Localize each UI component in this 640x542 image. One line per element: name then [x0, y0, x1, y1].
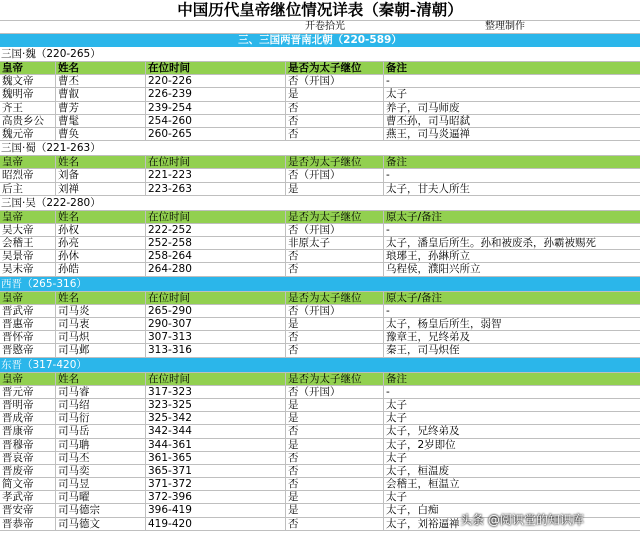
table-row	[0, 237, 640, 250]
table-cell: 否	[285, 115, 383, 127]
table-cell: 吴末帝	[2, 263, 34, 276]
table-cell: 魏元帝	[2, 127, 34, 140]
header-cell: 是否为太子继位	[285, 373, 383, 385]
table-cell: -	[383, 386, 640, 398]
table-cell: 齐王	[2, 101, 23, 114]
table-cell: 太子	[383, 399, 640, 411]
table-cell: 会稽王，桓温立	[383, 478, 640, 490]
table-row	[0, 183, 640, 196]
table-row	[0, 128, 640, 141]
table-row	[0, 465, 640, 478]
table-cell: 否	[285, 263, 383, 275]
table-cell: 太子，桓温废	[383, 465, 640, 477]
table-row	[0, 344, 640, 357]
table-cell: 太子，杨皇后所生，弱智	[383, 318, 640, 330]
header-cell: 皇帝	[2, 62, 23, 74]
table-cell: -	[383, 169, 640, 181]
header-cell: 备注	[383, 373, 640, 385]
table-cell: 265-290	[145, 305, 285, 317]
table-cell: 晋恭帝	[2, 517, 34, 530]
table-cell: 晋武帝	[2, 304, 34, 317]
table-row	[0, 399, 640, 412]
table-cell: 344-361	[145, 439, 285, 451]
table-cell: 会稽王	[2, 237, 34, 250]
table-cell: 晋穆帝	[2, 438, 34, 451]
table-cell: 司马邺	[55, 344, 145, 356]
table-cell: 否	[285, 518, 383, 530]
table-cell: 否	[285, 344, 383, 356]
table-row	[0, 439, 640, 452]
table-cell: 晋废帝	[2, 464, 34, 477]
table-cell: 371-372	[145, 478, 285, 490]
table-row	[0, 224, 640, 237]
table-cell: 否（开国）	[285, 75, 383, 87]
table-row	[0, 250, 640, 263]
table-cell: 365-371	[145, 465, 285, 477]
table-cell: 燕王，司马炎逼禅	[383, 128, 640, 140]
header-cell: 皇帝	[2, 156, 23, 169]
table-cell: 司马昱	[55, 478, 145, 490]
table-cell: 323-325	[145, 399, 285, 411]
subheader-row	[0, 21, 640, 34]
header-row	[0, 292, 640, 305]
table-row	[0, 263, 640, 276]
table-cell: 魏明帝	[2, 88, 34, 101]
table-cell: 吴大帝	[2, 223, 34, 236]
table-cell: 264-280	[145, 263, 285, 275]
table-cell: 否（开国）	[285, 169, 383, 181]
period-title: 西晋（265-316）	[0, 277, 640, 292]
header-cell: 是否为太子继位	[285, 62, 383, 74]
table-row	[0, 331, 640, 344]
table-cell: 司马炎	[55, 305, 145, 317]
table-cell: 吴景帝	[2, 250, 34, 263]
table-cell: 简文帝	[2, 478, 34, 491]
header-cell: 备注	[383, 156, 640, 168]
header-cell: 在位时间	[145, 373, 285, 385]
header-cell: 原太子/备注	[383, 211, 640, 223]
table-cell: 太子，甘夫人所生	[383, 183, 640, 195]
table-cell: 是	[285, 399, 383, 411]
table-cell: 晋哀帝	[2, 451, 34, 464]
header-row	[0, 211, 640, 224]
table-cell: 290-307	[145, 318, 285, 330]
table-row	[0, 102, 640, 115]
subheader-right: 整理制作	[485, 21, 525, 32]
table-cell: 396-419	[145, 504, 285, 516]
header-cell: 在位时间	[145, 211, 285, 223]
table-cell: 太子	[383, 452, 640, 464]
table-cell: 否	[285, 478, 383, 490]
page-title: 中国历代皇帝继位情况详表（秦朝-清朝）	[0, 0, 640, 21]
header-cell: 姓名	[55, 156, 145, 168]
table-cell: 否	[285, 452, 383, 464]
table-row	[0, 412, 640, 425]
table-cell: 太子	[383, 491, 640, 503]
table-cell: 太子，白痴	[383, 504, 640, 516]
table-cell: 后主	[2, 182, 23, 195]
table-cell: 太子，2岁即位	[383, 439, 640, 451]
period-title: 三国·魏（220-265）	[0, 47, 640, 62]
table-cell: 否（开国）	[285, 386, 383, 398]
table-cell: 司马绍	[55, 399, 145, 411]
table-cell: 曹芳	[55, 102, 145, 114]
table-row	[0, 115, 640, 128]
table-cell: 226-239	[145, 88, 285, 100]
table-cell: 317-323	[145, 386, 285, 398]
table-cell: 325-342	[145, 412, 285, 424]
header-cell: 在位时间	[145, 292, 285, 304]
table-cell: 太子	[383, 88, 640, 100]
header-row	[0, 62, 640, 75]
watermark: 头条 @阅识堂的知识库	[460, 513, 584, 527]
table-cell: 372-396	[145, 491, 285, 503]
table-row	[0, 386, 640, 399]
table-cell: 司马丕	[55, 452, 145, 464]
table-cell: 司马炽	[55, 331, 145, 343]
table-cell: 254-260	[145, 115, 285, 127]
header-row	[0, 373, 640, 386]
table-cell: 豫章王，兄终弟及	[383, 331, 640, 343]
table-cell: 孙休	[55, 250, 145, 262]
table-cell: 否	[285, 250, 383, 262]
table-cell: 否	[285, 102, 383, 114]
table-cell: 司马奕	[55, 465, 145, 477]
table-cell: 孝武帝	[2, 491, 34, 504]
table-cell: 乌程侯，濮阳兴所立	[383, 263, 640, 275]
header-cell: 姓名	[55, 62, 145, 74]
table-cell: 晋愍帝	[2, 344, 34, 357]
table-cell: 孙权	[55, 224, 145, 236]
table-cell: 307-313	[145, 331, 285, 343]
table-cell: 419-420	[145, 518, 285, 530]
period-title: 东晋（317-420）	[0, 358, 640, 373]
table-cell: 是	[285, 183, 383, 195]
table-cell: 孙亮	[55, 237, 145, 249]
table-cell: 晋成帝	[2, 412, 34, 425]
table-cell: -	[383, 224, 640, 236]
table-cell: 222-252	[145, 224, 285, 236]
table-cell: 魏文帝	[2, 75, 34, 88]
table-cell: 是	[285, 318, 383, 330]
table-cell: 晋明帝	[2, 398, 34, 411]
header-cell: 皇帝	[2, 210, 23, 223]
table-cell: 260-265	[145, 128, 285, 140]
table-cell: 是	[285, 491, 383, 503]
table-cell: 司马衍	[55, 412, 145, 424]
table-cell: 司马聃	[55, 439, 145, 451]
table-cell: 342-344	[145, 425, 285, 437]
table-cell: 司马睿	[55, 386, 145, 398]
table-cell: 是	[285, 88, 383, 100]
table-cell: 晋安帝	[2, 504, 34, 517]
table-cell: 曹叡	[55, 88, 145, 100]
table-row	[0, 491, 640, 504]
table-cell: -	[383, 305, 640, 317]
table-cell: 昭烈帝	[2, 169, 34, 182]
header-cell: 在位时间	[145, 156, 285, 168]
era-band: 三、三国两晋南北朝（220-589）	[0, 34, 640, 47]
table-cell: 司马曜	[55, 491, 145, 503]
table-cell: 221-223	[145, 169, 285, 181]
table-cell: 司马岳	[55, 425, 145, 437]
header-cell: 备注	[383, 62, 640, 74]
header-cell: 是否为太子继位	[285, 156, 383, 168]
table-cell: 否	[285, 128, 383, 140]
table-row	[0, 425, 640, 438]
table-cell: 否	[285, 425, 383, 437]
header-cell: 皇帝	[2, 291, 23, 304]
table-cell: 刘禅	[55, 183, 145, 195]
header-cell: 是否为太子继位	[285, 292, 383, 304]
table-cell: 司马德宗	[55, 504, 145, 516]
table-cell: 220-226	[145, 75, 285, 87]
table-cell: 高贵乡公	[2, 114, 44, 127]
table-row	[0, 478, 640, 491]
table-cell: 琅琊王，孙綝所立	[383, 250, 640, 262]
table-cell: 秦王，司马炽侄	[383, 344, 640, 356]
subheader-left: 开卷拾光	[305, 21, 345, 32]
table-cell: 258-264	[145, 250, 285, 262]
period-title: 三国·蜀（221-263）	[0, 141, 640, 156]
table-cell: 非原太子	[285, 237, 383, 249]
table-cell: 是	[285, 412, 383, 424]
table-row	[0, 75, 640, 88]
table-cell: 养子，司马师废	[383, 102, 640, 114]
table-row	[0, 452, 640, 465]
header-cell: 姓名	[55, 211, 145, 223]
sections-container	[0, 47, 640, 531]
table-cell: 晋惠帝	[2, 318, 34, 330]
table-cell: 曹奂	[55, 128, 145, 140]
table-row	[0, 88, 640, 101]
table-cell: 是	[285, 439, 383, 451]
header-cell: 是否为太子继位	[285, 211, 383, 223]
header-cell: 在位时间	[145, 62, 285, 74]
table-cell: 曹髦	[55, 115, 145, 127]
table-cell: 313-316	[145, 344, 285, 356]
table-cell: 239-254	[145, 102, 285, 114]
table-cell: 曹丕孙，司马昭弑	[383, 115, 640, 127]
table-cell: 否	[285, 465, 383, 477]
table-row	[0, 318, 640, 331]
table-cell: 是	[285, 504, 383, 516]
table-cell: 太子，兄终弟及	[383, 425, 640, 437]
table-cell: 361-365	[145, 452, 285, 464]
header-row	[0, 156, 640, 169]
table-cell: 曹丕	[55, 75, 145, 87]
table-cell: 太子，刘裕逼禅	[383, 518, 640, 530]
table-cell: 太子	[383, 412, 640, 424]
table-cell: 刘备	[55, 169, 145, 181]
table-cell: 太子，潘皇后所生。孙和被废杀，孙霸被赐死	[383, 237, 640, 249]
table-cell: 否（开国）	[285, 224, 383, 236]
table-cell: 司马衷	[55, 318, 145, 330]
table-cell: 晋康帝	[2, 425, 34, 438]
period-title: 三国·吴（222-280）	[0, 196, 640, 211]
table-cell: -	[383, 75, 640, 87]
table-cell: 223-263	[145, 183, 285, 195]
table-cell: 孙皓	[55, 263, 145, 275]
table-cell: 晋怀帝	[2, 331, 34, 344]
header-cell: 皇帝	[2, 372, 23, 385]
table-cell: 否	[285, 331, 383, 343]
header-cell: 原太子/备注	[383, 292, 640, 304]
table-row	[0, 305, 640, 318]
table-cell: 252-258	[145, 237, 285, 249]
header-cell: 姓名	[55, 373, 145, 385]
header-cell: 姓名	[55, 292, 145, 304]
table-row	[0, 169, 640, 182]
table-cell: 否（开国）	[285, 305, 383, 317]
table-cell: 晋元帝	[2, 385, 34, 398]
table-cell: 司马德文	[55, 518, 145, 530]
